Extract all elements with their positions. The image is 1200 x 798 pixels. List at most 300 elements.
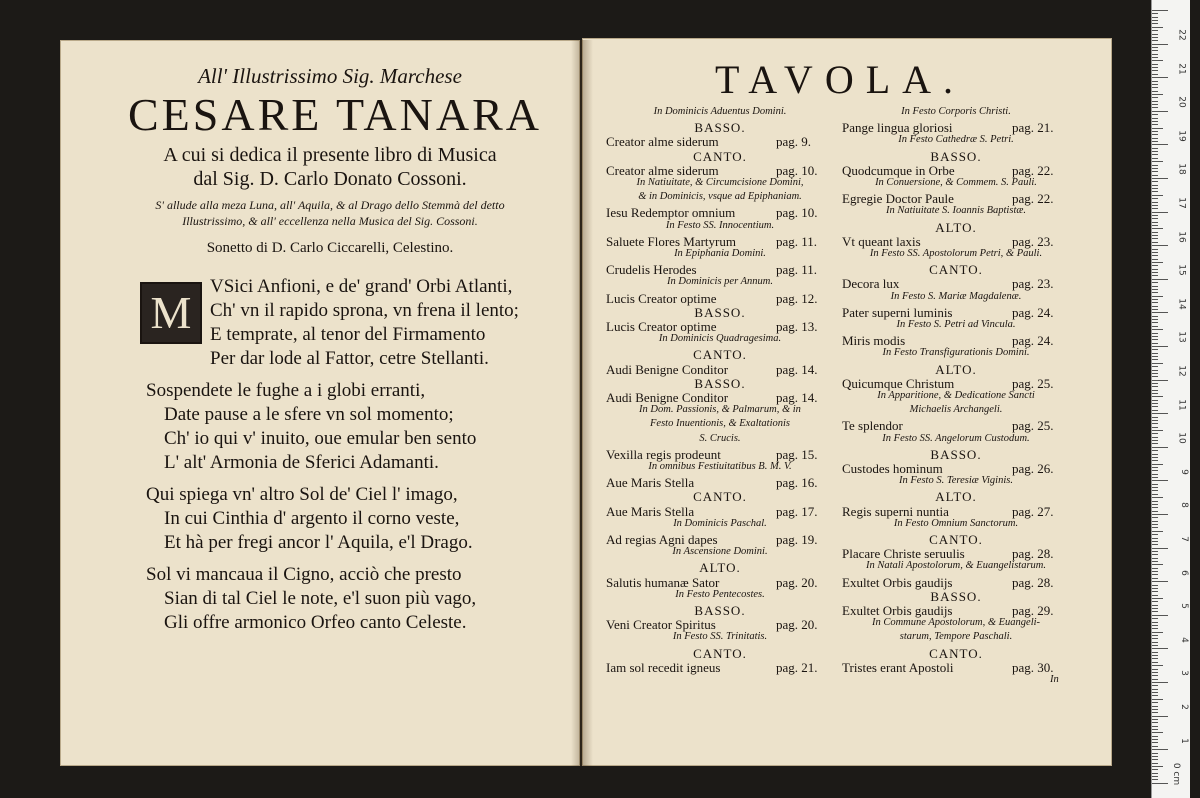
ruler-tick [1152,326,1158,327]
page-reference: pag. 28. [1012,574,1054,590]
hymn-entry: Lucis Creator optime [606,319,717,334]
ruler-tick [1152,60,1163,61]
feast-heading: In Festo Pentecostes. [675,588,765,600]
ruler-tick [1152,682,1168,683]
ruler-tick [1152,296,1163,297]
ruler-tick [1152,511,1158,512]
page-reference: pag. 22. [1012,191,1054,207]
ruler-tick [1152,685,1158,686]
ruler-tick [1152,195,1163,196]
ruler-tick [1152,343,1158,344]
ruler-tick [1152,581,1168,582]
hymn-entry: Audi Benigne Conditor [606,361,729,377]
hymn-entry: Miris modis [842,333,906,349]
ruler-tick [1152,618,1158,619]
ruler-tick [1152,282,1158,283]
ruler-tick [1152,373,1158,374]
page-reference: pag. 10. [776,162,818,178]
page-reference: pag. 19. [776,532,818,547]
ruler-tick [1152,662,1158,663]
dropcap-ornament: M [140,282,202,344]
ruler-tick [1152,30,1158,31]
ruler-tick [1152,443,1158,444]
ruler-tick [1152,746,1158,747]
hymn-entry: Egregie Doctor Paule [842,191,954,207]
page-reference: pag. 15. [776,446,818,462]
voice-part-label: ALTO. [935,219,977,235]
page-reference: pag. 26. [1012,461,1054,476]
ruler-tick [1152,632,1163,633]
ruler-tick [1152,67,1158,68]
page-reference: pag. 24. [1012,304,1054,320]
hymn-entry: Pange lingua gloriosi [842,120,953,136]
page-reference: pag. 30. [1012,659,1054,675]
ruler-tick [1152,551,1158,552]
sonnet-line: Gli offre armonico Orfeo canto Celeste. [164,612,467,633]
ruler-tick [1152,722,1158,723]
feast-heading: starum, Tempore Paschali. [899,631,1013,643]
feast-heading: In Festo SS. Angelorum Custodum. [882,432,1030,444]
ruler-tick [1152,64,1158,65]
ruler-tick [1152,732,1163,733]
ruler-tick [1152,669,1158,670]
feast-heading: In Conuersione, & Commem. S. Pauli. [875,177,1037,188]
ruler-tick [1152,477,1158,478]
ruler-tick [1152,272,1158,273]
hymn-entry: Iam sol recedit igneus [606,659,721,675]
ruler-tick [1152,689,1158,690]
ruler-label: 10 [1176,432,1187,444]
ruler-label: 19 [1176,130,1187,142]
ruler-tick [1152,101,1158,102]
sonnet-line: L' alt' Armonia de Sferici Adamanti. [164,452,439,473]
ruler-tick [1152,198,1158,199]
ruler-tick [1152,695,1158,696]
voice-part-label: BASSO. [694,120,746,136]
page-reference: pag. 28. [1012,546,1054,562]
ruler-tick [1152,709,1158,710]
ruler-tick [1152,454,1158,455]
ruler-tick [1152,336,1158,337]
feast-heading: Festo Inuentionis, & Exaltationis [650,418,790,430]
voice-part-label: BASSO. [930,148,982,164]
feast-heading: In Festo Cathedræ S. Petri. [898,134,1014,146]
ruler-tick [1152,212,1168,213]
ruler-tick [1152,94,1163,95]
ruler-tick [1152,380,1168,381]
ruler-tick [1152,302,1158,303]
ruler-tick [1152,225,1158,226]
voice-part-label: BASSO. [694,603,746,618]
ruler-tick [1152,544,1158,545]
sonnet-line: Ch' vn il rapido sprona, vn frena il lento; [210,300,519,321]
voice-part-label: ALTO. [935,489,977,505]
ruler-tick [1152,524,1158,525]
hymn-entry: Placare Christe seruulis [842,546,965,562]
hymn-entry: Vt queant laxis [842,233,921,249]
ruler-tick [1152,23,1158,24]
ruler-tick [1152,144,1168,145]
ruler-tick [1152,642,1158,643]
ruler-tick [1152,611,1158,612]
ruler-tick [1152,564,1163,565]
ruler-tick [1152,34,1158,35]
ruler-tick [1152,558,1158,559]
sonnet-line: E temprate, al tenor del Firmamento [210,324,486,345]
ruler-tick [1152,10,1168,11]
ruler-tick [1152,652,1158,653]
ruler-tick [1152,158,1158,159]
ruler-label: 6 [1179,569,1190,576]
ruler-tick [1152,571,1158,572]
ruler-tick [1152,134,1158,135]
voice-part-label: BASSO. [694,304,746,320]
ruler-tick [1152,729,1158,730]
voice-part-label: CANTO. [929,532,983,547]
ruler-tick [1152,114,1158,115]
ruler-tick [1152,608,1158,609]
ruler-tick [1152,218,1158,219]
ruler-tick [1152,329,1163,330]
ruler-tick [1152,578,1158,579]
ruler-tick [1152,568,1158,569]
sonnet-line: Date pause a le sfere vn sol momento; [164,404,454,425]
feast-heading: In Dominicis Paschal. [673,517,767,529]
ruler-tick [1152,181,1158,182]
ruler-label: 22 [1176,29,1187,41]
ruler-tick [1152,191,1158,192]
ruler-tick [1152,548,1168,549]
ruler-tick [1152,450,1158,451]
ruler-tick [1152,242,1158,243]
ruler-tick [1152,289,1158,290]
voice-part-label: CANTO. [929,645,983,661]
feast-heading: In Festo Corporis Christi. [901,106,1011,117]
ruler-tick [1152,107,1158,108]
ruler-tick [1152,363,1163,364]
ruler-tick [1152,104,1158,105]
page-reference: pag. 11. [776,262,818,278]
feast-heading: In Dominicis Aduentus Domini. [653,106,787,117]
feast-heading: In Natiuitate, & Circumcisione Domini, [636,177,804,188]
ruler-label: 2 [1179,704,1190,710]
book-gutter [571,40,593,766]
ruler-label: 16 [1176,230,1187,243]
ruler-tick [1152,507,1158,508]
ruler-tick [1152,269,1158,270]
ruler-tick [1152,460,1158,461]
hymn-entry: Aue Maris Stella [606,503,695,519]
page-reference: pag. 22. [1012,162,1054,178]
ruler-label: 9 [1179,468,1190,475]
hymn-entry: Crudelis Herodes [606,262,697,278]
ruler-tick [1152,215,1158,216]
ruler-label: 12 [1176,365,1187,377]
ruler-tick [1152,286,1158,287]
ruler-tick [1152,719,1158,720]
ruler-tick [1152,312,1168,313]
ruler-tick [1152,601,1158,602]
ruler-tick [1152,376,1158,377]
ruler-tick [1152,403,1158,404]
hymn-entry: Exultet Orbis gaudijs [842,603,953,618]
hymn-entry: Aue Maris Stella [606,475,695,491]
ruler-tick [1152,161,1163,162]
feast-heading: & in Dominicis, vsque ad Epiphaniam. [638,191,802,203]
ruler-tick [1152,779,1158,780]
voice-part-label: CANTO. [693,489,747,505]
ruler-tick [1152,316,1158,317]
table-title: TAVOLA. [714,57,966,102]
ruler-tick [1152,70,1158,71]
feast-heading: In Dominicis Quadragesima. [658,333,782,345]
ruler-label: 1 [1179,737,1190,744]
page-reference: pag. 20. [776,617,818,633]
ruler-tick [1152,400,1158,401]
hymn-entry: Salutis humanæ Sator [606,574,720,590]
ruler-tick [1152,783,1168,784]
ruler-tick [1152,665,1163,666]
voice-part-label: BASSO. [930,588,982,604]
ruler-tick [1152,574,1158,575]
ruler-tick [1152,188,1158,189]
ruler-tick [1152,279,1168,280]
ruler-tick [1152,353,1158,354]
hymn-entry: Veni Creator Spiritus [606,617,716,633]
ruler-tick [1152,232,1158,233]
sonnet-line: VSici Anfioni, e de' grand' Orbi Atlanti, [210,276,513,297]
ruler-tick [1152,658,1158,659]
ruler-tick [1152,598,1163,599]
ruler-tick [1152,514,1168,515]
ruler-tick [1152,37,1158,38]
feast-heading: In Dominicis per Annum. [667,276,773,288]
ruler-tick [1152,238,1158,239]
ruler-tick [1152,13,1158,14]
ruler-tick [1152,430,1163,431]
voice-part-label: ALTO. [699,560,741,576]
sonnet-line: Ch' io qui v' inuito, oue emular ben sento [164,428,477,449]
ruler-tick [1152,262,1163,263]
page-reference: pag. 29. [1012,603,1054,618]
ruler-tick [1152,151,1158,152]
voice-part-label: CANTO. [693,148,747,164]
ruler-tick [1152,554,1158,555]
voice-part-label: CANTO. [929,262,983,278]
page-reference: pag. 21. [1012,120,1054,136]
hymn-entry: Custodes hominum [842,461,943,476]
page-reference: pag. 11. [776,233,818,249]
page-reference: pag. 27. [1012,503,1054,519]
ruler-tick [1152,131,1158,132]
ruler-label: 21 [1176,62,1187,75]
dedication-line: All' Illustrissimo Sig. Marchese [198,64,462,88]
feast-heading: In Festo S. Mariæ Magdalenæ. [890,290,1022,302]
ruler-tick [1152,77,1168,78]
ruler-tick [1152,679,1158,680]
hymn-entry: Ad regias Agni dapes [606,532,718,547]
ruler-tick [1152,470,1158,471]
hymn-entry: Quodcumque in Orbe [842,162,955,178]
ruler-tick [1152,128,1163,129]
ruler-tick [1152,171,1158,172]
feast-heading: S. Crucis. [699,432,741,444]
ruler-tick [1152,44,1168,45]
ruler-tick [1152,235,1158,236]
ruler-tick [1152,464,1163,465]
ruler-tick [1152,759,1158,760]
ruler-tick [1152,228,1163,229]
hymn-entry: Saluete Flores Martyrum [606,233,736,249]
feast-heading: In Dom. Passionis, & Palmarum, & in [639,404,801,416]
measurement-ruler [1151,0,1190,798]
feast-heading: In Commune Apostolorum, & Euangeli- [871,617,1041,629]
ruler-tick [1152,769,1158,770]
ruler-tick [1152,175,1158,176]
ruler-tick [1152,346,1168,347]
ruler-tick [1152,111,1168,112]
hymn-entry: Te splendor [842,418,903,434]
ruler-tick [1152,208,1158,209]
ruler-tick [1152,141,1158,142]
allusion-note-1: S' allude alla meza Luna, all' Aquila, & al Drago dello Stemmà del detto [155,198,505,212]
page-reference: pag. 14. [776,390,818,405]
feast-heading: In Festo S. Teresiæ Viginis. [899,475,1013,487]
ruler-tick [1152,638,1158,639]
voice-part-label: BASSO. [930,446,982,462]
ruler-tick [1152,383,1158,384]
ruler-tick [1152,712,1158,713]
page-reference: pag. 12. [776,290,818,306]
ruler-tick [1152,766,1163,767]
ruler-tick [1152,356,1158,357]
catchword: In [1050,674,1059,685]
feast-heading: In Festo S. Petri ad Vincula. [896,319,1016,330]
ruler-tick [1152,561,1158,562]
ruler-tick [1152,605,1158,606]
hymn-entry: Vexilla regis prodeunt [606,446,721,462]
feast-heading: In Epiphania Domini. [674,248,766,259]
ruler-tick [1152,480,1168,481]
ruler-tick [1152,591,1158,592]
feast-heading: In omnibus Festiuitatibus B. M. V. [648,461,792,472]
ruler-tick [1152,309,1158,310]
ruler-tick [1152,716,1168,717]
ruler-tick [1152,749,1168,750]
voice-part-label: CANTO. [693,645,747,661]
ruler-label: 4 [1179,636,1190,643]
ruler-tick [1152,756,1158,757]
ruler-tick [1152,773,1158,774]
ruler-tick [1152,154,1158,155]
ruler-tick [1152,531,1163,532]
ruler-tick [1152,259,1158,260]
page-reference: pag. 9. [776,134,812,150]
hymn-entry: Lucis Creator optime [606,290,717,306]
ruler-tick [1152,74,1158,75]
ruler-tick [1152,490,1158,491]
page-reference: pag. 25. [1012,418,1054,434]
ruler-tick [1152,521,1158,522]
feast-heading: In Festo SS. Innocentium. [665,219,775,231]
ruler-tick [1152,595,1158,596]
ruler-tick [1152,275,1158,276]
ruler-tick [1152,433,1158,434]
ruler-tick [1152,333,1158,334]
ruler-tick [1152,648,1168,649]
ruler-tick [1152,655,1158,656]
hymn-entry: Tristes erant Apostoli [842,659,954,675]
ruler-label: 3 [1179,670,1190,677]
ruler-tick [1152,97,1158,98]
hymn-entry: Creator alme siderum [606,134,719,150]
sonnet-heading: Sonetto di D. Carlo Ciccarelli, Celestino. [206,240,454,256]
ruler-tick [1152,541,1158,542]
ruler-tick [1152,588,1158,589]
ruler-tick [1152,185,1158,186]
ruler-tick [1152,168,1158,169]
ruler-label: 8 [1179,502,1190,509]
ruler-tick [1152,349,1158,350]
ruler-tick [1152,776,1158,777]
ruler-tick [1152,427,1158,428]
ruler-tick [1152,699,1163,700]
ruler-tick [1152,339,1158,340]
ruler-tick [1152,692,1158,693]
ruler-tick [1152,625,1158,626]
ruler-tick [1152,497,1163,498]
ruler-tick [1152,417,1158,418]
ruler-tick [1152,366,1158,367]
ruler-tick [1152,413,1168,414]
subtitle-line-2: dal Sig. D. Carlo Donato Cossoni. [193,168,467,190]
ruler-tick [1152,474,1158,475]
ruler-tick [1152,675,1158,676]
page-reference: pag. 13. [776,319,818,334]
ruler-tick [1152,205,1158,206]
page-reference: pag. 23. [1012,233,1054,249]
feast-heading: In Apparitione, & Dedicatione Sancti [877,390,1035,401]
ruler-tick [1152,487,1158,488]
ruler-tick [1152,306,1158,307]
page-reference: pag. 21. [776,659,818,675]
ruler-tick [1152,739,1158,740]
ruler-tick [1152,635,1158,636]
subtitle-line-1: A cui si dedica il presente libro di Musica [163,144,497,166]
ruler-tick [1152,467,1158,468]
ruler-tick [1152,252,1158,253]
ruler-tick [1152,645,1158,646]
ruler-tick [1152,292,1158,293]
ruler-tick [1152,148,1158,149]
ruler-tick [1152,517,1158,518]
ruler-tick [1152,753,1158,754]
ruler-tick [1152,527,1158,528]
ruler-tick [1152,390,1158,391]
ruler-tick [1152,54,1158,55]
page-reference: pag. 25. [1012,375,1054,391]
hymn-entry: Exultet Orbis gaudijs [842,574,953,590]
ruler-tick [1152,40,1158,41]
feast-heading: In Festo Omnium Sanctorum. [893,517,1019,529]
ruler-tick [1152,406,1158,407]
hymn-entry: Creator alme siderum [606,162,719,178]
ruler-tick [1152,359,1158,360]
voice-part-label: BASSO. [694,375,746,391]
ruler-tick [1152,222,1158,223]
ruler-tick [1152,255,1158,256]
ruler-tick [1152,484,1158,485]
